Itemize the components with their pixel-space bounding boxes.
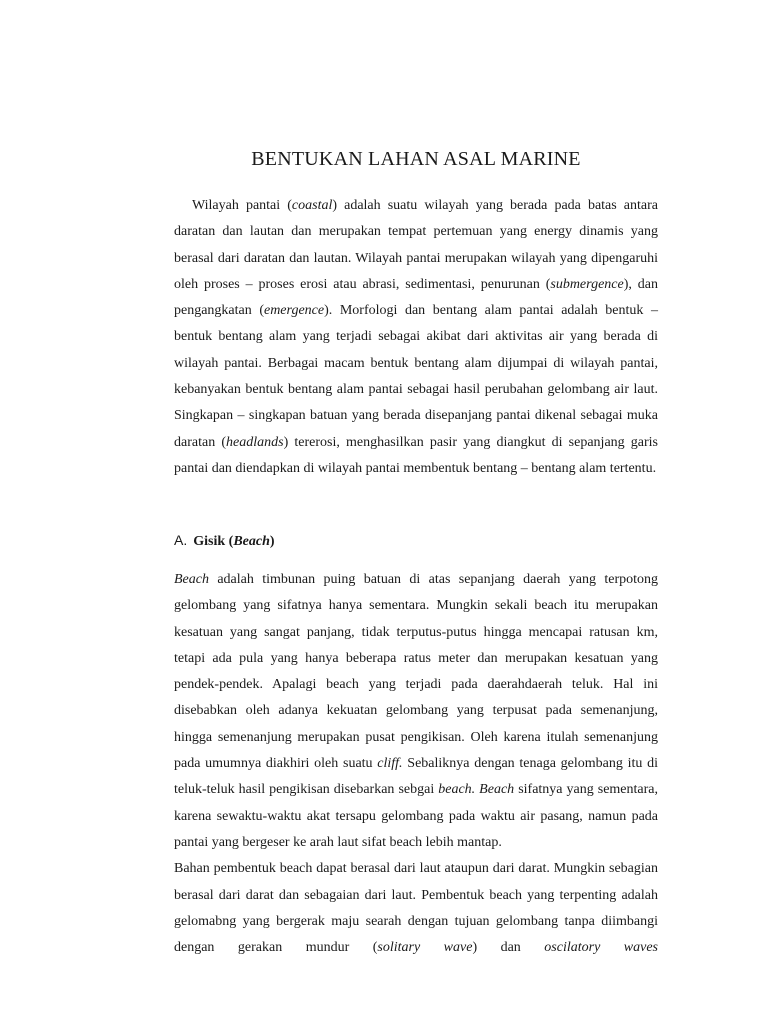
intro-text-1: Wilayah pantai ( (192, 198, 292, 213)
beach-paragraph-2 (174, 856, 658, 961)
term-beach: Beach (174, 572, 209, 587)
intro-paragraph (174, 193, 658, 482)
section-a-letter: A. (174, 532, 188, 548)
beach-p2-text-2: ) dan (472, 940, 545, 956)
intro-text-4: ). Morfologi dan bentang alam pantai adalah bentuk – bentuk bentang alam yang terjadi sebagai akibat dari aktivitas air yang berada di wilayah pantai. Berbagai macam bentuk bentang alam dijumpai di wilayah pantai, kebanyakan bentuk bentang alam pantai sebagai hasil perubahan gelombang air laut. Singkapan – singkapan batuan yang berada disepanjang pantai dikenal sebagai muka daratan ( (174, 303, 658, 450)
beach-p1-text-1: adalah timbunan puing batuan di atas sepanjang daerah yang terpotong gelombang yang sifatnya hanya sementara. Mungkin sekali beach itu merupakan kesatuan yang sangat panjang, tidak terputus-putus hingga mencapai ratusan km, tetapi ada pula yang hanya beberapa ratus meter dan merupakan kesatuan yang pendek-pendek. Apalagi beach yang terjadi pada daerahdaerah teluk. Hal ini disebabkan oleh adanya kekuatan gelombang yang terpusat pada semenanjung, hingga semenanjung merupakan pusat pengikisan. Oleh karena itulah semenanjung pada umumnya diakhiri oleh suatu (174, 572, 658, 772)
intro-section (174, 193, 658, 482)
beach-section (174, 567, 658, 961)
term-cliff: cliff. (377, 756, 403, 772)
term-oscilatory-waves: oscilatory waves (544, 940, 658, 956)
section-a-label-suffix: ) (269, 534, 275, 549)
term-beach-2: beach. Beach (438, 782, 515, 798)
section-a-label (193, 534, 274, 549)
term-headlands: headlands (226, 434, 284, 450)
document-page (174, 0, 658, 1024)
section-a-heading (174, 527, 275, 555)
beach-p2-text-1: Bahan pembentuk beach dapat berasal dari laut ataupun dari darat. Mungkin sebagian berasal dari darat dan sebagaian dari laut. Pembentuk beach yang terpenting adalah gelomabng yang bergerak maju searah dengan tujuan gelombang tanpa diimbangi dengan gerakan mundur ( (174, 861, 658, 956)
beach-p1-text-3: sifatnya yang sementara, karena sewaktu-waktu akat tersapu gelombang pada waktu air pasang, namun pada pantai yang bergeser ke arah laut sifat beach lebih mantap. (174, 782, 658, 850)
term-coastal: coastal (291, 198, 333, 213)
beach-paragraph-1 (174, 567, 658, 856)
document-title: BENTUKAN LAHAN ASAL MARINE (251, 148, 581, 170)
term-emergence: emergence (263, 303, 325, 319)
term-solitary-wave: solitary wave (377, 940, 473, 956)
beach-p1-text-2: Sebaliknya dengan tenaga gelombang itu di teluk-teluk hasil pengikisan disebarkan sebgai (174, 756, 658, 798)
section-a-label-italic: Beach (233, 534, 270, 549)
intro-text-3: ), dan pengangkatan ( (174, 276, 658, 319)
intro-text-5: ) tererosi, menghasilkan pasir yang diangkut di sepanjang garis pantai dan diendapkan di wilayah pantai membentuk bentang – bentang alam tertentu. (174, 434, 659, 476)
section-a-label-prefix: Gisik ( (193, 534, 234, 549)
term-submergence: submergence (550, 276, 624, 292)
intro-text-2: ) adalah suatu wilayah yang berada pada batas antara daratan dan lautan dan merupakan tempat pertemuan yang energy dinamis yang berasal dari daratan dan lautan. Wilayah pantai merupakan wilayah yang dipengaruhi oleh proses – proses erosi atau abrasi, sedimentasi, penurunan ( (174, 198, 659, 292)
